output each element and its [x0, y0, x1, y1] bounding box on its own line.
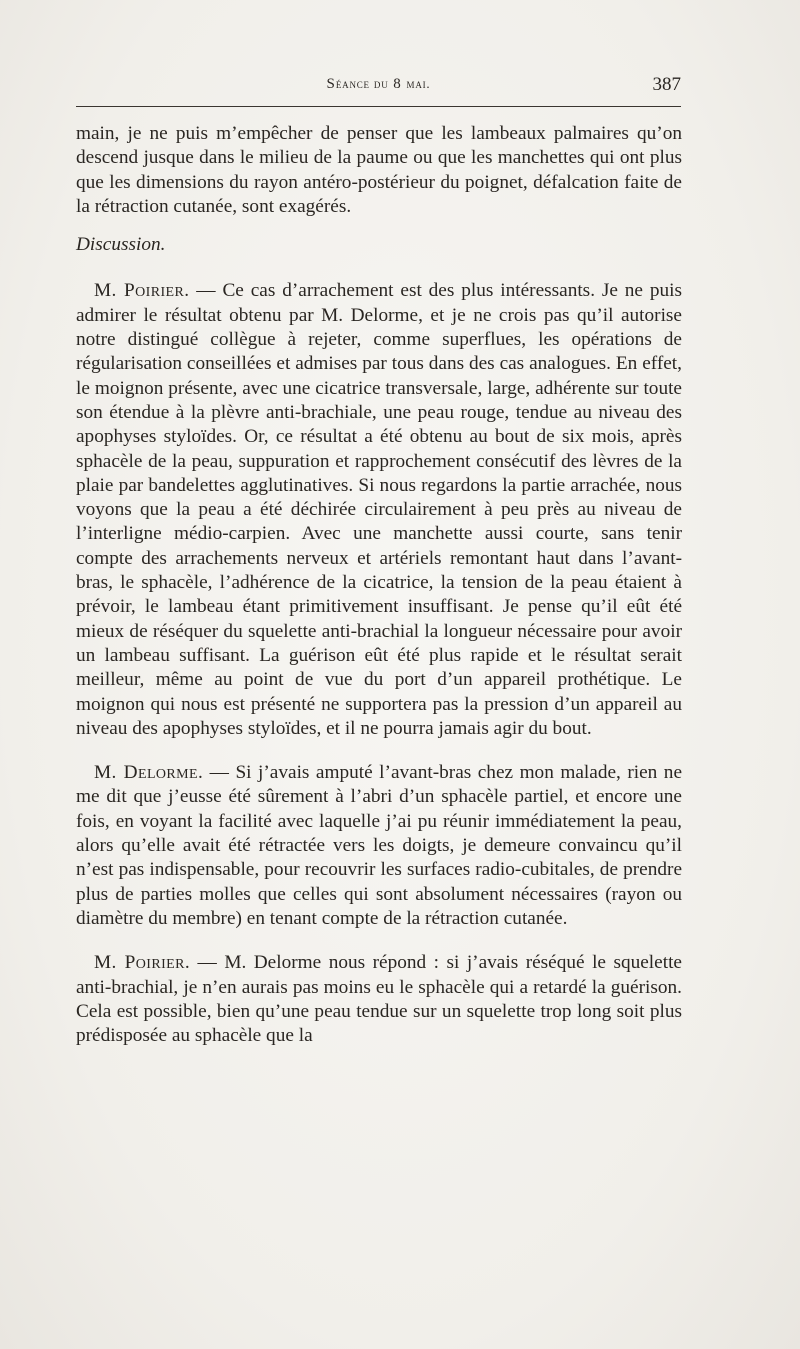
header-rule: [76, 106, 681, 107]
body-text: [76, 122, 682, 1048]
speaker-name: M. Delorme.: [94, 762, 204, 784]
running-title-word: éance du: [335, 76, 389, 91]
speaker-name: M. Poirier.: [94, 952, 191, 974]
running-title: [76, 76, 681, 93]
paragraph-gap: [76, 741, 682, 761]
running-title-initial: S: [326, 76, 336, 92]
running-title-month: mai.: [406, 76, 431, 91]
speaker-name: M. Poirier.: [94, 280, 190, 302]
paragraph-continuation: main, je ne puis m’empêcher de penser que les lambeaux palmaires qu’on descend jusque dans le milieu de la paume ou que les manchettes qui ont plus que les dimensions du rayon antéro-postérieur du poignet, défalcation faite de la rétraction cutanée, sont exagérés.: [76, 123, 682, 217]
paragraph-text: — Ce cas d’arrachement est des plus intéressants. Je ne puis admirer le résultat obtenu par M. Delorme, et je ne crois pas qu’il autorise notre distingué collègue à rejeter, comme superflues, les opérations de régularisation conseillées et admises par tous dans des cas analogues. En effet, le moignon présente, avec une cicatrice transversale, large, adhérente sur toute son étendue à la plèvre anti-brachiale, une peau rouge, tendue au niveau des apophyses styloïdes. Or, ce résultat a été obtenu au bout de six mois, après sphacèle de la peau, suppuration et rapprochement consécutif des lèvres de la plaie par bandelettes agglutinatives. Si nous regardons la partie arrachée, nous voyons que la peau a été déchirée circulairement à peu près au niveau de l’interligne médio-carpien. Avec une manchette aussi courte, sans tenir compte des arrachements nerveux et artériels remontant haut dans l’avant-bras, le sphacèle, l’adhérence de la cicatrice, la tension de la peau étaient à prévoir, le lambeau étant primitivement insuffisant. Je pense qu’il eût été mieux de réséquer du squelette anti-brachial la longueur nécessaire pour avoir un lambeau suffisant. La guérison eût été plus rapide et le résultat serait meilleur, même au point de vue du port d’un appareil prothétique. Le moignon qui nous est présenté ne supportera pas la pression d’un appareil au niveau des apophyses styloïdes, et il ne pourra jamais agir du bout.: [76, 280, 682, 739]
paragraph-delorme: [76, 761, 682, 931]
paragraph-gap: [76, 931, 682, 951]
page-number: 387: [652, 74, 681, 95]
paragraph-text: — M. Delorme nous répond : si j’avais réséqué le squelette anti-brachial, je n’en aurais pas moins eu le sphacèle qui a retardé la guérison. Cela est possible, bien qu’une peau tendue sur un squelette trop long soit plus prédisposée au sphacèle que la: [76, 952, 682, 1047]
paragraph-poirier-2: [76, 951, 682, 1048]
running-title-day: 8: [388, 76, 407, 92]
paragraph-poirier-1: [76, 279, 682, 741]
discussion-heading: Discussion.: [76, 234, 166, 256]
paragraph-text: — Si j’avais amputé l’avant-bras chez mon malade, rien ne me dit que j’eusse été sûrement à l’abri d’un sphacèle partiel, et encore une fois, en voyant la facilité avec laquelle j’ai pu réunir immédiatement la peau, alors qu’elle avait été rétractée vers les doigts, je demeure convaincu qu’il n’est pas indispensable, pour recouvrir les surfaces radio-cubitales, de prendre plus de parties molles que celles qui sont absolument nécessaires (rayon ou diamètre du membre) en tenant compte de la rétraction cutanée.: [76, 762, 683, 929]
page-header: [76, 74, 681, 100]
